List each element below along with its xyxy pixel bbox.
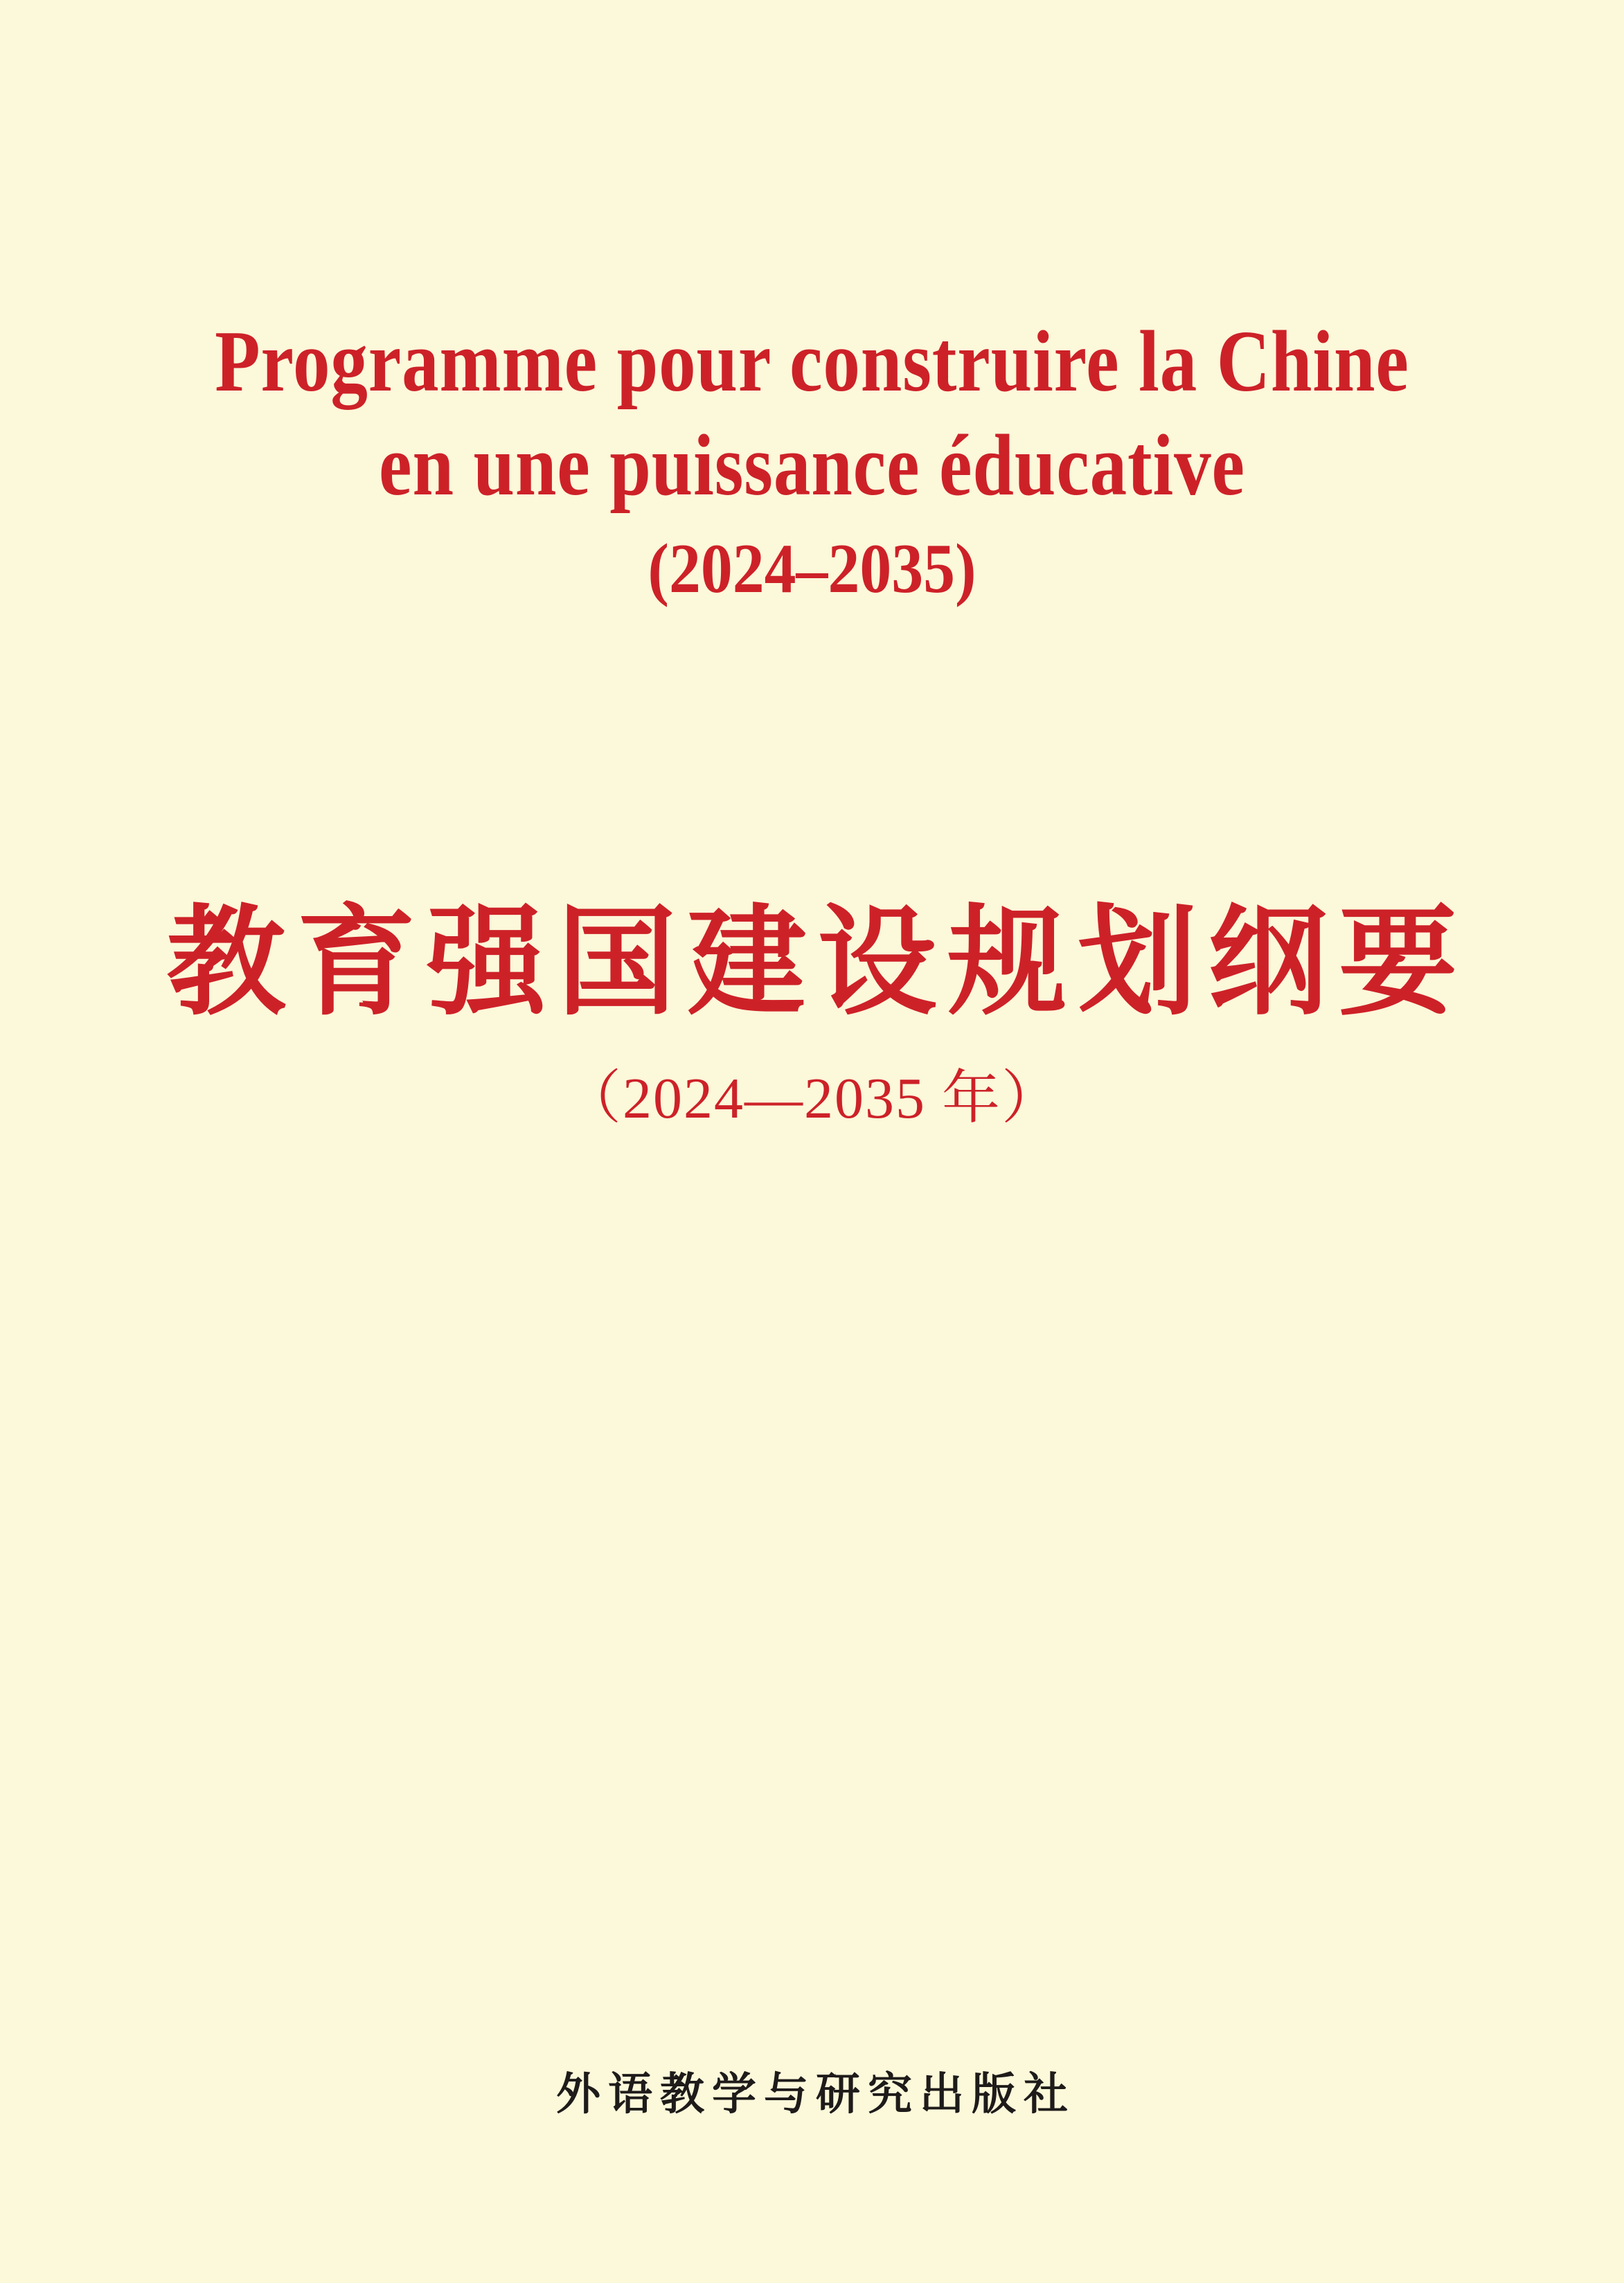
- french-title: [122, 310, 1502, 518]
- chinese-years: （2024—2035 年）: [562, 1066, 1061, 1131]
- french-years: (2024–2035): [648, 530, 976, 608]
- french-title-line2: en une puissance éducative: [379, 418, 1245, 514]
- publisher-name: 外语教学与研究出版社: [556, 2069, 1076, 2119]
- chinese-title: 教育强国建设规划纲要: [166, 898, 1469, 1030]
- french-title-line1: Programme pour construire la Chine: [215, 314, 1409, 410]
